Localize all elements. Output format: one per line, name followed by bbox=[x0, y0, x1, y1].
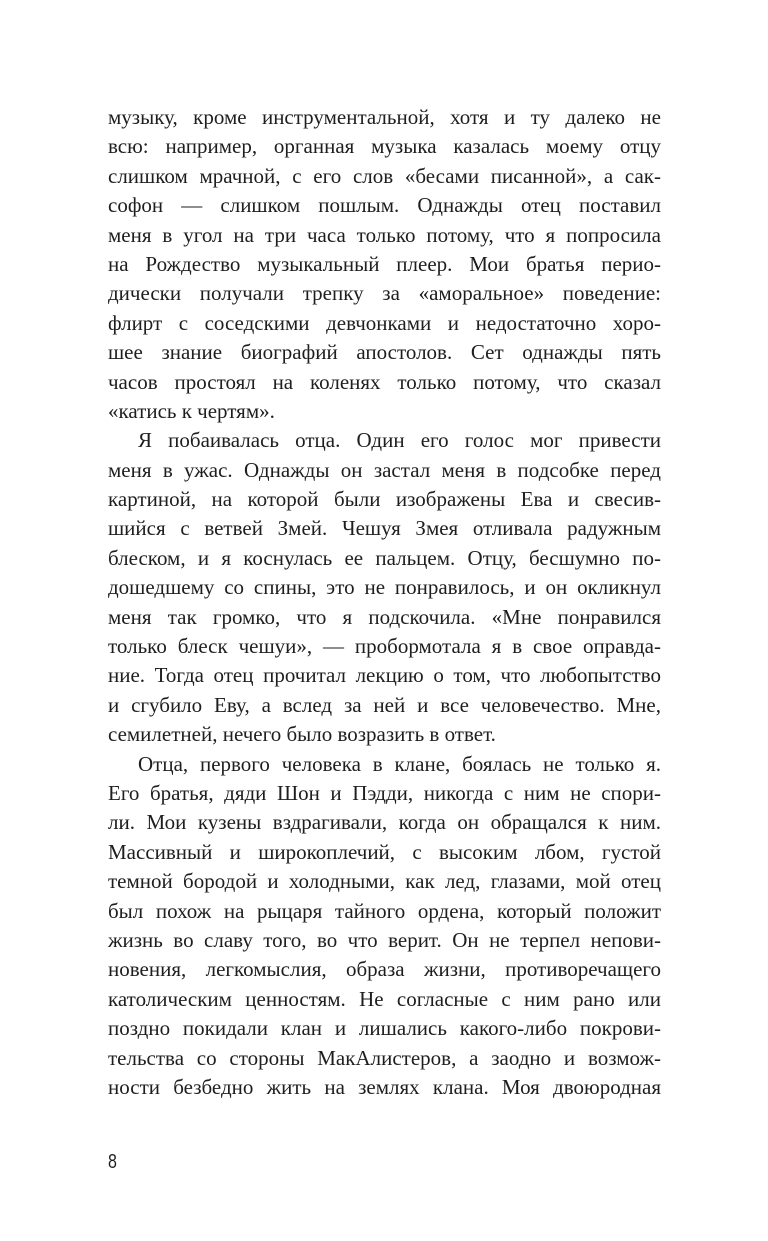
text-line: «катись к чертям». bbox=[108, 398, 275, 423]
text-line: новения, легкомыслия, образа жизни, противоречащего bbox=[108, 957, 661, 982]
text-line: Массивный и широкоплечий, с высоким лбом, густой bbox=[108, 839, 661, 864]
text-line: картиной, на которой были изображены Ева и свесив- bbox=[108, 487, 661, 512]
text-line: меня так громко, что я подскочила. «Мне понравился bbox=[108, 604, 661, 629]
text-line: софон — слишком пошлым. Однажды отец поставил bbox=[108, 193, 661, 218]
text-line: Его братья, дяди Шон и Пэдди, никогда с ним не спори- bbox=[108, 780, 661, 805]
text-line: всю: например, органная музыка казалась моему отцу bbox=[108, 134, 661, 159]
text-line: жизнь во славу того, во что верит. Он не терпел непови- bbox=[108, 927, 661, 952]
text-line: ли. Мои кузены вздрагивали, когда он обращался к ним. bbox=[108, 810, 661, 835]
text-line: поздно покидали клан и лишались какого-либо покрови- bbox=[108, 1016, 661, 1041]
text-line: ние. Тогда отец прочитал лекцию о том, что любопытство bbox=[108, 663, 661, 688]
text-line: Отца, первого человека в клане, боялась не только я. bbox=[138, 751, 661, 776]
text-line: семилетней, нечего было возразить в ответ. bbox=[108, 722, 496, 747]
text-line: дошедшему со спины, это не понравилось, и он окликнул bbox=[108, 575, 661, 600]
text-line: был похож на рыцаря тайного ордена, который положит bbox=[108, 898, 661, 923]
text-line: шийся с ветвей Змей. Чешуя Змея отливала радужным bbox=[108, 516, 661, 541]
text-line: слишком мрачной, с его слов «бесами писанной», а сак- bbox=[108, 163, 661, 188]
text-line: флирт с соседскими девчонками и недостаточно хоро- bbox=[108, 310, 661, 335]
text-line: и сгубило Еву, а вслед за ней и все человечество. Мне, bbox=[108, 692, 661, 717]
text-line: темной бородой и холодными, как лед, глазами, мой отец bbox=[108, 869, 661, 894]
text-line: часов простоял на коленях только потому, что сказал bbox=[108, 369, 661, 394]
text-line: меня в угол на три часа только потому, что я попросила bbox=[108, 222, 661, 247]
page-number: 8 bbox=[108, 1151, 117, 1173]
text-line: Я побаивалась отца. Один его голос мог привести bbox=[138, 428, 661, 453]
text-line: музыку, кроме инструментальной, хотя и ту далеко не bbox=[108, 105, 661, 129]
body-text bbox=[108, 103, 661, 1102]
text-line: ности безбедно жить на землях клана. Моя двоюродная bbox=[108, 1074, 661, 1099]
text-line: тельства со стороны МакАлистеров, а заодно и возмож- bbox=[108, 1045, 661, 1070]
text-line: блеском, и я коснулась ее пальцем. Отцу, бесшумно по- bbox=[108, 545, 661, 570]
text-line: католическим ценностям. Не согласные с ним рано или bbox=[108, 986, 661, 1011]
text-line: меня в ужас. Однажды он застал меня в подсобке перед bbox=[108, 457, 661, 482]
text-line: дически получали трепку за «аморальное» поведение: bbox=[108, 281, 661, 306]
text-line: только блеск чешуи», — пробормотала я в свое оправда- bbox=[108, 634, 661, 659]
text-line: шее знание биографий апостолов. Сет однажды пять bbox=[108, 340, 661, 365]
text-line: на Рождество музыкальный плеер. Мои братья перио- bbox=[108, 251, 661, 276]
